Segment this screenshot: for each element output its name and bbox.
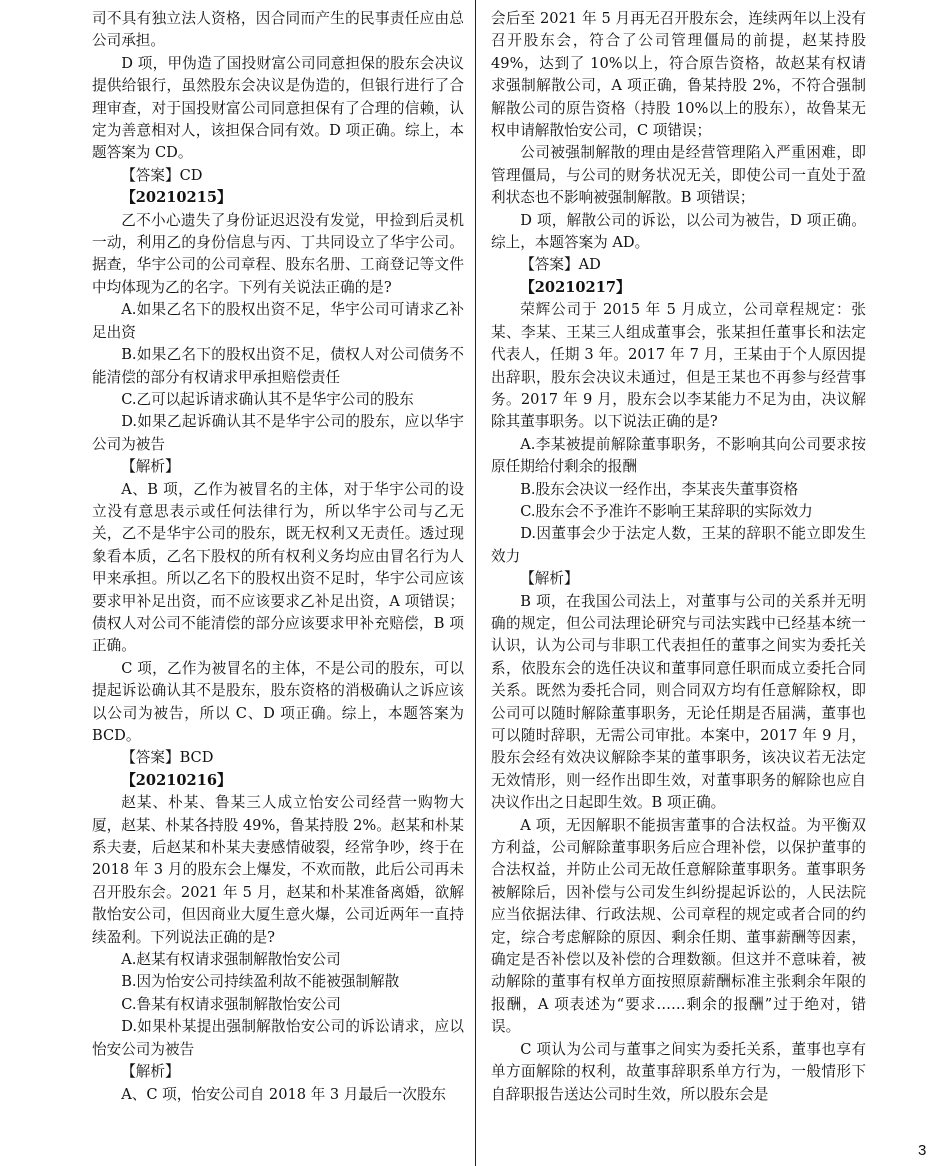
option-a: A.如果乙名下的股权出资不足，华宇公司可请求乙补足出资 — [92, 301, 464, 341]
analysis-label: 【解析】 — [121, 458, 180, 476]
question-stem: 荣辉公司于 2015 年 5 月成立，公司章程规定：张某、李某、王某三人组成董事会，张某担任董事长和法定代表人，任期 3 年。2017 年 7 月，王某由于个人原因提出辞职，股东会决议未通过，但是王某也不再参与经营事务。2017 年 9 月，股东会以李某能力不足为由，决议解除其董事职务。以下说法正确的是? — [491, 301, 866, 431]
analysis-text: 会后至 2021 年 5 月再无召开股东会，连续两年以上没有召开股东会，符合了公司管理僵局的前提，赵某持股 49%，达到了 10%以上，符合原告资格，故赵某有权请求强制解散公司，A 项正确，鲁某持股 2%，不符合强制解散公司的原告资格（持股 10%以上的股东），故鲁某无权申请解散怡安公司，C 项错误； — [491, 10, 866, 140]
option-c: C.鲁某有权请求强制解散怡安公司 — [121, 995, 341, 1013]
analysis-text: 公司被强制解散的理由是经营管理陷入严重困难，即管理僵局，与公司的财务状况无关，即使公司一直处于盈利状态也不影响被强制解散。B 项错误； — [491, 144, 866, 207]
analysis-text: B 项，在我国公司法上，对董事与公司的关系并无明确的规定，但公司法理论研究与司法实践中已经基本统一认识，认为公司与非职工代表担任的董事之间实为委托关系，依股东会的选任决议和董事同意任职而成立委托合同关系。既然为委托合同，则合同双方均有任意解除权，即公司可以随时解除董事职务，无论任期是否届满，董事也可以随时辞职，无需公司审批。本案中，2017 年 9 月，股东会经有效决议解除李某的董事职务，该决议若无法定无效情形，则一经作出即生效，对董事职务的解除也应自决议作出之日起即生效。B 项正确。 — [491, 592, 866, 812]
analysis-text: C 项认为公司与董事之间实为委托关系，董事也享有单方面解除的权利，故董事辞职系单方行为，一般情形下自辞职报告送达公司时生效，所以股东会是 — [491, 1040, 866, 1103]
analysis-text: A、C 项，怡安公司自 2018 年 3 月最后一次股东 — [121, 1085, 447, 1103]
option-d: D.如果乙起诉确认其不是华宇公司的股东，应以华宇公司为被告 — [92, 413, 464, 453]
analysis-text: C 项，乙作为被冒名的主体，不是公司的股东，可以提起诉讼确认其不是股东，股东资格的消极确认之诉应该以公司为被告，所以 C、D 项正确。综上，本题答案为 BCD。 — [92, 659, 464, 744]
right-column — [491, 8, 866, 1106]
paragraph: 司不具有独立法人资格，因合同而产生的民事责任应由总公司承担。 — [92, 10, 464, 50]
question-stem: 乙不小心遗失了身份证迟迟没有发觉，甲捡到后灵机一动，利用乙的身份信息与丙、丁共同设立了华宇公司。据查，华宇公司的公司章程、股东名册、工商登记等文件中均体现为乙的名字。下列有关说法正确的是? — [92, 211, 464, 296]
option-a: A.赵某有权请求强制解散怡安公司 — [121, 951, 341, 969]
answer-label: 【答案】BCD — [121, 749, 214, 767]
question-id: 【20210217】 — [520, 278, 631, 296]
question-id: 【20210216】 — [121, 771, 232, 789]
analysis-label: 【解析】 — [121, 1063, 180, 1081]
analysis-text: D 项，解散公司的诉讼，以公司为被告，D 项正确。综上，本题答案为 AD。 — [491, 211, 866, 252]
left-column — [92, 8, 464, 1106]
answer-label: 【答案】CD — [121, 166, 203, 184]
analysis-label: 【解析】 — [520, 570, 579, 588]
column-divider — [475, 0, 476, 1166]
question-stem: 赵某、朴某、鲁某三人成立怡安公司经营一购物大厦，赵某、朴某各持股 49%，鲁某持股 2%。赵某和朴某系夫妻，后赵某和朴某夫妻感情破裂，经常争吵，终于在 2018 年 3 月的股东会上爆发，不欢而散，此后公司再未召开股东会。2021 年 5 月，赵某和朴某准备离婚，欲解散怡安公司，但因商业大厦生意火爆，公司近两年一直持续盈利。下列说法正确的是? — [92, 794, 464, 946]
page-number: 3 — [918, 1142, 927, 1159]
option-b: B.因为怡安公司持续盈利故不能被强制解散 — [121, 973, 400, 991]
option-d: D.如果朴某提出强制解散怡安公司的诉讼请求，应以怡安公司为被告 — [92, 1018, 464, 1058]
option-c: C.乙可以起诉请求确认其不是华宇公司的股东 — [121, 390, 414, 408]
paragraph: D 项，甲伪造了国投财富公司同意担保的股东会决议提供给银行，虽然股东会决议是伪造的，但银行进行了合理审查，对于国投财富公司同意担保有了合理的信赖，认定为善意相对人，该担保合同有效。D 项正确。综上，本题答案为 CD。 — [92, 54, 464, 162]
option-c: C.股东会不予准许不影响王某辞职的实际效力 — [520, 502, 813, 520]
analysis-text: A、B 项，乙作为被冒名的主体，对于华宇公司的设立没有意思表示或任何法律行为，所以华宇公司与乙无关，乙不是华宇公司的股东，既无权利又无责任。透过现象看本质，乙名下股权的所有权利义务均应由冒名行为人甲来承担。所以乙名下的股权出资不足时，华宇公司应该要求甲补足出资，而不应该要求乙补足出资，A 项错误；债权人对公司不能清偿的部分应该要求甲补充赔偿，B 项正确。 — [92, 480, 464, 655]
answer-label: 【答案】AD — [520, 256, 601, 274]
option-b: B.如果乙名下的股权出资不足，债权人对公司债务不能清偿的部分有权请求甲承担赔偿责任 — [92, 346, 464, 386]
option-d: D.因董事会少于法定人数，王某的辞职不能立即发生效力 — [491, 525, 866, 565]
analysis-text: A 项，无因解职不能损害董事的合法权益。为平衡双方利益，公司解除董事职务后应合理补偿，以保护董事的合法权益，并防止公司无故任意解除董事职务。董事职务被解除后，因补偿与公司发生纠纷提起诉讼的，人民法院应当依据法律、行政法规、公司章程的规定或者合同的约定，综合考虑解除的原因、剩余任期、董事薪酬等因素，确定是否补偿以及补偿的合理数额。但这并不意味着，被动解除的董事有权单方面按照原薪酬标准主张剩余年限的报酬，A 项表述为“要求……剩余的报酬”过于绝对，错误。 — [491, 816, 866, 1036]
option-a: A.李某被提前解除董事职务，不影响其向公司要求按原任期给付剩余的报酬 — [491, 435, 866, 476]
question-id: 【20210215】 — [121, 189, 232, 207]
option-b: B.股东会决议一经作出，李某丧失董事资格 — [520, 480, 799, 498]
